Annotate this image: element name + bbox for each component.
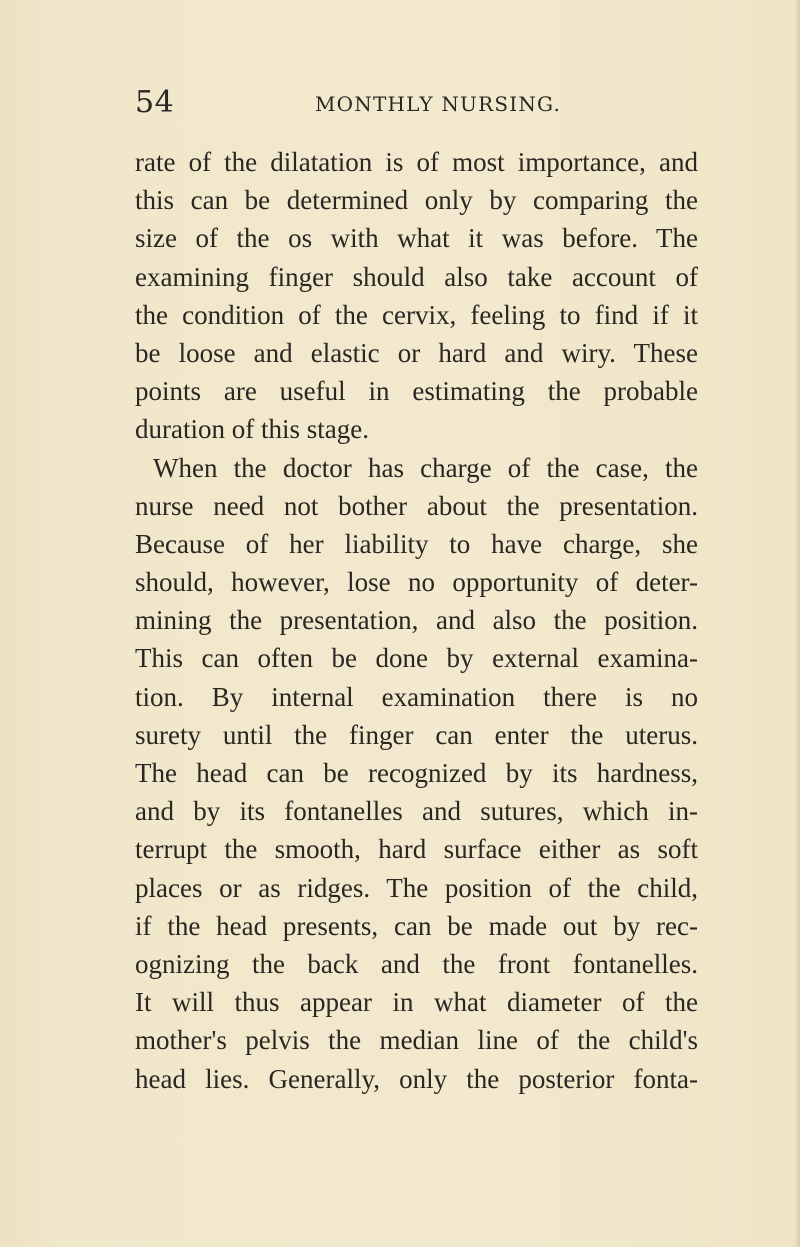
- text-line: and by its fontanelles and sutures, which in-: [135, 796, 698, 827]
- text-line: the condition of the cervix, feeling to find if it: [135, 299, 698, 330]
- text-line: points are useful in estimating the probable: [135, 376, 698, 407]
- page-edge-shadow: [794, 0, 800, 1247]
- text-line: When the doctor has charge of the case, the: [153, 452, 698, 483]
- text-line: examining finger should also take account of: [135, 261, 698, 292]
- text-line: head lies. Generally, only the posterior fonta-: [135, 1063, 698, 1094]
- text-line: surety until the finger can enter the uterus.: [135, 719, 698, 750]
- text-line: Because of her liability to have charge, she: [135, 528, 698, 559]
- text-line: tion. By internal examination there is no: [135, 681, 698, 712]
- text-line: This can often be done by external examina-: [135, 643, 698, 674]
- text-line: mother's pelvis the median line of the child's: [135, 1025, 698, 1056]
- text-line: if the head presents, can be made out by rec-: [135, 910, 698, 941]
- running-title: MONTHLY NURSING.: [315, 92, 562, 116]
- text-line: should, however, lose no opportunity of deter-: [135, 567, 698, 598]
- text-line: The head can be recognized by its hardness,: [135, 758, 698, 788]
- text-line: ognizing the back and the front fontanelles.: [135, 948, 698, 979]
- text-line: be loose and elastic or hard and wiry. These: [135, 337, 698, 368]
- text-line: terrupt the smooth, hard surface either as soft: [135, 834, 698, 865]
- body-text: [135, 143, 775, 1098]
- text-line: rate of the dilatation is of most importance, and: [135, 147, 698, 177]
- text-line: this can be determined only by comparing the: [135, 185, 698, 216]
- running-head: [135, 85, 695, 125]
- text-line: It will thus appear in what diameter of the: [135, 987, 698, 1018]
- text-line: nurse need not bother about the presentation.: [135, 490, 698, 521]
- text-line: places or as ridges. The position of the child,: [135, 872, 698, 903]
- text-line: duration of this stage.: [135, 414, 369, 445]
- text-line: mining the presentation, and also the position.: [135, 605, 698, 636]
- page-number: 54: [135, 85, 175, 120]
- text-line: size of the os with what it was before. The: [135, 223, 698, 254]
